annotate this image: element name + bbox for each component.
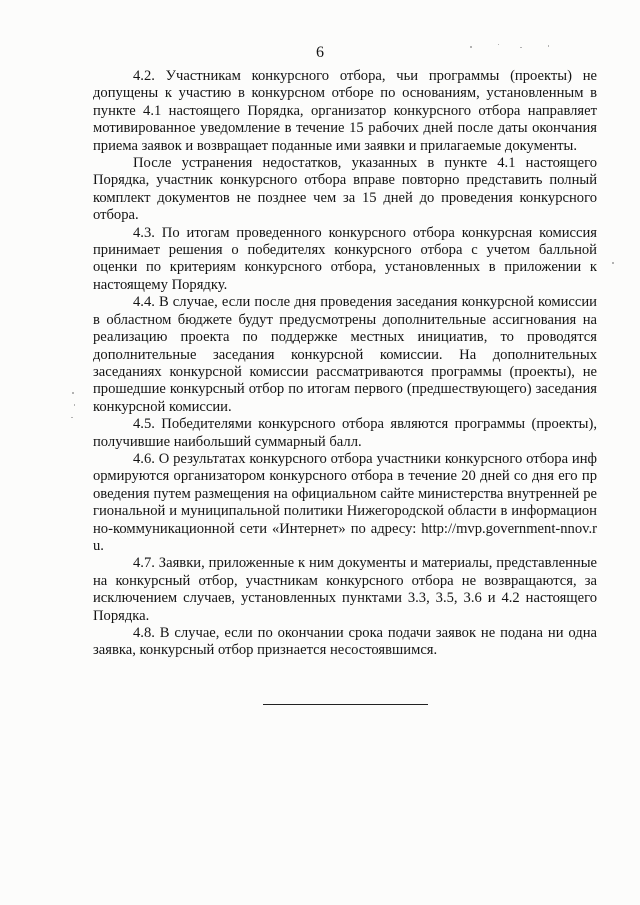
paragraph-4-7: 4.7. Заявки, приложенные к ним документы и материалы, представленные на конкурсный отбор, участникам конкурсного отбора не возвращаются, за исключением случаев, установленных пунктами 3.3, 3.5, 3.6 и 4.2 настоящего Порядка. xyxy=(93,555,597,624)
page-number: 6 xyxy=(316,44,324,61)
scan-speck xyxy=(72,392,74,394)
scan-speck xyxy=(612,262,614,264)
paragraph-4-8: 4.8. В случае, если по окончании срока подачи заявок не подана ни одна заявка, конкурсный отбор признается несостоявшимся. xyxy=(93,625,597,659)
end-divider xyxy=(263,704,428,705)
paragraph-resubmission: После устранения недостатков, указанных в пункте 4.1 настоящего Порядка, участник конкурсного отбора вправе повторно представить полный комплект документов не позднее чем за 15 дней до проведения конкурсного отбора. xyxy=(93,155,597,224)
scan-speck xyxy=(498,44,499,45)
scan-speck xyxy=(71,417,73,418)
scan-speck xyxy=(548,45,549,47)
document-body xyxy=(93,68,597,660)
paragraph-4-2: 4.2. Участникам конкурсного отбора, чьи программы (проекты) не допущены к участию в конкурсном отборе по основаниям, установленным в пункте 4.1 настоящего Порядка, организатор конкурсного отбора направляет мотивированное уведомление в течение 15 рабочих дней после даты окончания приема заявок и возвращает поданные ими заявки и прилагаемые документы. xyxy=(93,68,597,154)
paragraph-4-5: 4.5. Победителями конкурсного отбора являются программы (проекты), получившие наибольший суммарный балл. xyxy=(93,416,597,450)
scan-speck xyxy=(470,46,472,48)
paragraph-4-4: 4.4. В случае, если после дня проведения заседания конкурсной комиссии в областном бюджете будут предусмотрены дополнительные ассигнования на реализацию проекта по поддержке местных инициатив, то проводятся дополнительные заседания конкурсной комиссии. На дополнительных заседаниях конкурсной комиссии рассматриваются программы (проекты), не прошедшие конкурсный отбор по итогам первого (предшествующего) заседания конкурсной комиссии. xyxy=(93,294,597,415)
paragraph-4-3: 4.3. По итогам проведенного конкурсного отбора конкурсная комиссия принимает решения о победителях конкурсного отбора с учетом балльной оценки по критериям конкурсного отбора, установленных в приложении к настоящему Порядку. xyxy=(93,224,597,293)
scan-speck xyxy=(520,47,522,48)
scan-speck xyxy=(74,404,75,406)
paragraph-4-6: 4.6. О результатах конкурсного отбора участники конкурсного отбора информируются организатором конкурсного отбора в течение 20 дней со дня его проведения путем размещения на официальном сайте министерства внутренней региональной и муниципальной политики Нижегородской области в информационно-коммуникационной сети «Интернет» по адресу: http://mvp.government-nnov.ru. xyxy=(93,450,597,554)
